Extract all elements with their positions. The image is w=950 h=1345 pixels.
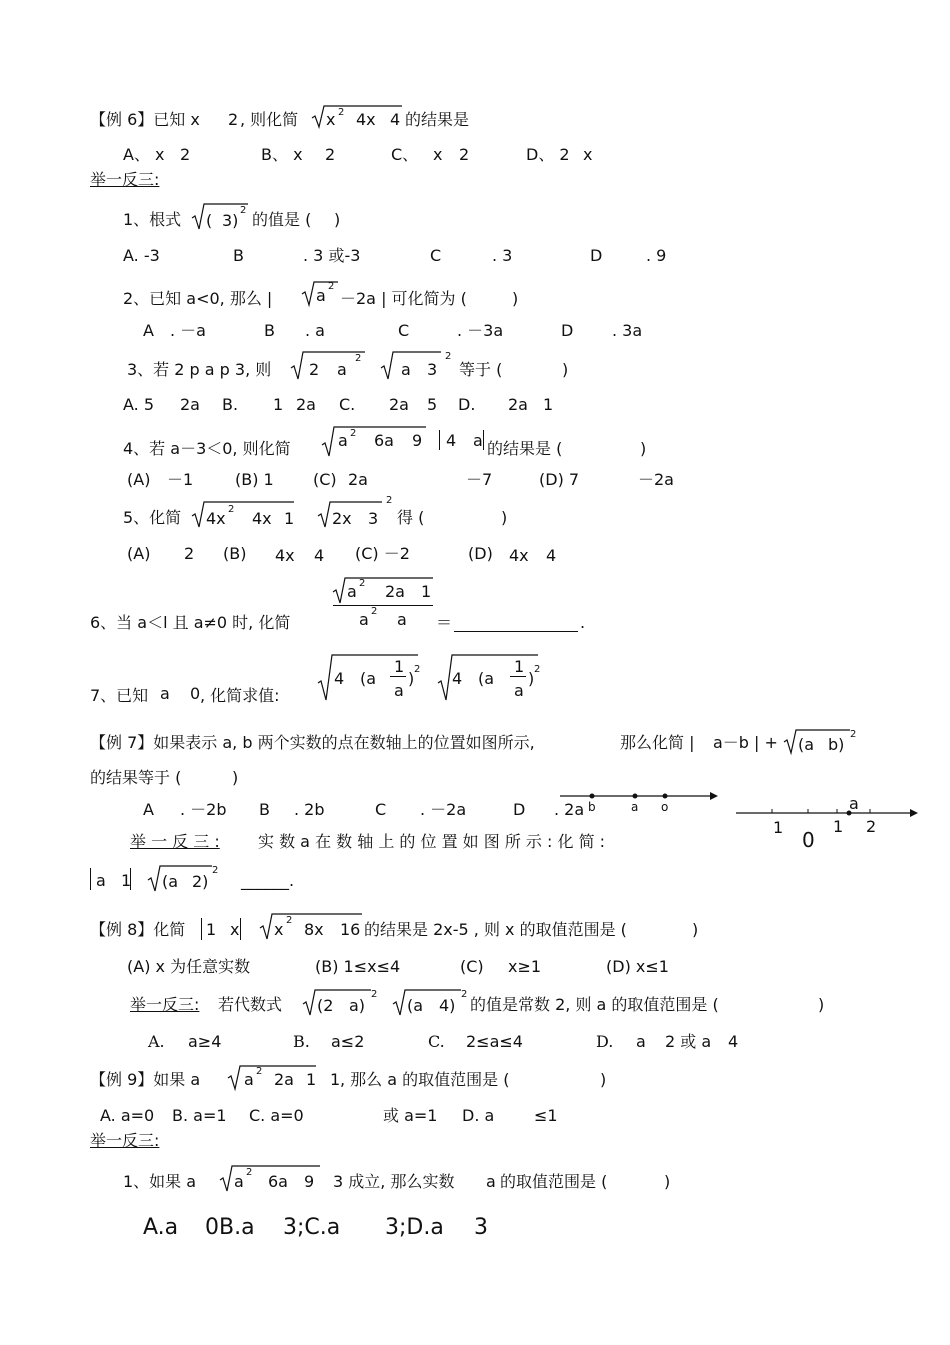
- rad-term: 2: [309, 360, 320, 379]
- number-line-label-a: a: [631, 800, 639, 814]
- example-7-line2: 的结果等于 (: [90, 768, 182, 787]
- jyfs3-option-a-val: a≥4: [188, 1032, 222, 1051]
- rad-term: (a: [798, 735, 815, 754]
- q2-option-c-val: . －3a: [457, 321, 504, 340]
- frac-den: a: [514, 681, 524, 700]
- frac-num: 1: [514, 657, 525, 676]
- radical-jyfs3-2: [393, 988, 471, 1016]
- abs-right-bar: [483, 430, 484, 450]
- jyfs3-option-d-a: a: [636, 1032, 646, 1051]
- ex8-abs-2: x: [230, 920, 240, 939]
- abs-left-bar: [439, 430, 440, 450]
- rad-exp: 2: [850, 729, 857, 740]
- radical-q3-1: [291, 350, 365, 380]
- radical-q4: [322, 425, 426, 457]
- frac-den: a: [394, 681, 404, 700]
- q7-zero: 0: [190, 684, 201, 703]
- rad-term-2: 3): [222, 211, 239, 230]
- rad-term-2: b): [828, 735, 845, 754]
- example-9-tail: , 那么 a 的取值范围是 (: [340, 1070, 510, 1089]
- rad-exp: 2: [355, 353, 362, 364]
- q2-option-d-val: . 3a: [612, 321, 643, 340]
- q5-option-b-1: 4x: [275, 546, 295, 565]
- example-7-mid2: a－b | +: [713, 733, 778, 752]
- q1-option-a: A. -3: [123, 246, 160, 265]
- radical-q5-2: [318, 495, 396, 528]
- rad-term-2: 6a: [374, 431, 394, 450]
- rad-exp: 2: [359, 578, 366, 589]
- q2-option-a: A: [143, 321, 154, 340]
- rad-term-3: 9: [412, 431, 423, 450]
- jyfs2-abs: a: [96, 871, 106, 890]
- number-line-label-o: o: [661, 800, 669, 814]
- q9b-option-d-val: 3: [474, 1215, 488, 1240]
- rad-term-3: 1: [306, 1070, 317, 1089]
- number-line-label-b: b: [588, 800, 596, 814]
- q1-option-c-val: . 3: [492, 246, 513, 265]
- number-line-tick-0: 0: [802, 828, 815, 852]
- ex9-option-d-val: ≤1: [534, 1106, 558, 1125]
- q2-option-a-val: . －a: [170, 321, 206, 340]
- rad-term-2: 4): [439, 996, 456, 1015]
- example-7-head: 【例 7】如果表示 a, b 两个实数的点在数轴上的位置如图所示,: [90, 733, 535, 752]
- jyfs3-option-c-val: 2≤a≤4: [466, 1032, 523, 1051]
- rad-term: (a: [407, 996, 424, 1015]
- q9b-option-d: 3;D.a: [385, 1215, 444, 1240]
- q1-option-c: C: [430, 246, 442, 265]
- jyfs2-body: 实 数 a 在 数 轴 上 的 位 置 如 图 所 示 : 化 简 :: [258, 832, 606, 851]
- q1-option-d: D: [590, 246, 603, 265]
- q3-option-b-2: 2a: [296, 395, 316, 414]
- rad-exp: 2: [256, 1066, 263, 1077]
- q9b-option-c: 3;C.a: [283, 1215, 341, 1240]
- rad-exp: 2: [228, 504, 235, 515]
- q2-option-d: D: [561, 321, 574, 340]
- rad-term: x: [274, 920, 284, 939]
- radical-q6-numerator: [333, 576, 433, 604]
- ex9-option-d: D. a: [462, 1106, 495, 1125]
- ex6-option-a: A、 x: [123, 145, 165, 164]
- rad-term-2: 4x: [252, 509, 272, 528]
- ex7-option-d: D: [513, 800, 526, 819]
- ex6-option-b: B、 x: [261, 145, 303, 164]
- jyfs3-option-d-val2: 4: [728, 1032, 739, 1051]
- rad-exp: 2: [350, 428, 357, 439]
- example-9-head: 【例 9】如果 a: [90, 1070, 201, 1089]
- rad-term-2: 3: [368, 509, 379, 528]
- q6-text: 6、当 a＜l 且 a≠0 时, 化简: [90, 613, 291, 632]
- ex7-option-b: B: [259, 800, 270, 819]
- jyfs-heading-4: 举一反三:: [90, 1131, 160, 1150]
- jyfs3-option-b-val: a≤2: [331, 1032, 365, 1051]
- radical-ex8: [260, 912, 364, 940]
- rad-term-2: 4x: [356, 110, 376, 129]
- radical-q2: [302, 280, 338, 306]
- q5-option-d: (D): [468, 544, 493, 563]
- number-line-a: [736, 803, 920, 823]
- example-6-cond: 2: [228, 110, 239, 129]
- ex6-option-a-val: 2: [180, 145, 191, 164]
- rad-exp: 2: [414, 664, 421, 675]
- q5-option-c: (C) －2: [355, 544, 410, 563]
- rad-term-3: 9: [304, 1172, 315, 1191]
- q5-option-b: (B): [223, 544, 247, 563]
- q1-option-d-val: . 9: [646, 246, 667, 265]
- rad-term-3: 1: [421, 582, 432, 601]
- rad-exp: 2: [246, 1167, 253, 1178]
- q3-option-c-1: 2a: [389, 395, 409, 414]
- rad-term-2: a: [337, 360, 347, 379]
- q4-option-c: (C): [313, 470, 337, 489]
- rad-term: 4: [334, 669, 345, 688]
- rad-term-2: 2): [192, 872, 209, 891]
- q9b-option-b: 0B.a: [205, 1215, 255, 1240]
- q6-den-exp: 2: [371, 606, 378, 617]
- q5-option-a: (A): [127, 544, 151, 563]
- jyfs3-text: 若代数式: [218, 995, 283, 1014]
- q3-option-d-1: 2a: [508, 395, 528, 414]
- q9b-three: 3 成立, 那么实数: [333, 1172, 455, 1191]
- q3-option-c-2: 5: [427, 395, 438, 414]
- number-line-tick-2: 2: [866, 817, 877, 836]
- q9b-option-a: A.a: [143, 1215, 179, 1240]
- abs-left-bar: [90, 868, 91, 890]
- rad-term-3: 1: [284, 509, 295, 528]
- jyfs3-option-c: C.: [428, 1032, 445, 1051]
- fraction-bar: [510, 676, 526, 677]
- q1-close: ): [334, 210, 341, 229]
- q6-end: .: [580, 613, 586, 632]
- rad-term: (2: [317, 996, 334, 1015]
- q5-tail: 得 (: [397, 508, 425, 527]
- q4-option-d: (D) 7: [539, 470, 580, 489]
- number-line-point-a: a: [849, 794, 859, 813]
- q5-close: ): [501, 508, 508, 527]
- rad-exp: 2: [212, 865, 219, 876]
- abs-left-bar: [201, 918, 202, 940]
- ex8-option-b: (B) 1≤x≤4: [315, 957, 401, 976]
- ex9-option-a: A. a=0: [100, 1106, 155, 1125]
- rad-term: x: [326, 110, 336, 129]
- ex9-one: 1: [330, 1070, 341, 1089]
- number-line-ab: [560, 785, 720, 815]
- q4-option-c-2: －7: [466, 470, 493, 489]
- q4-close: ): [640, 439, 647, 458]
- ex6-option-d-val: x: [583, 145, 593, 164]
- q3-option-a-val: 2a: [180, 395, 200, 414]
- rad-exp: 2: [338, 107, 345, 118]
- q4-tail: 的结果是 (: [487, 439, 563, 458]
- rad-term-3: 4: [390, 110, 401, 129]
- jyfs2-abs-2: 1: [121, 871, 132, 890]
- q4-text: 4、若 a－3＜0, 则化简: [123, 439, 291, 458]
- ex9-option-b: B. a=1: [172, 1106, 227, 1125]
- rad-term: a: [401, 360, 411, 379]
- q7-a: a: [160, 684, 170, 703]
- ex7-option-a: A: [143, 800, 154, 819]
- q4-option-d-2: －2a: [638, 470, 674, 489]
- rad-term-2: 2a: [385, 582, 405, 601]
- ex8-option-c: (C): [460, 957, 484, 976]
- q9b-tail: 的取值范围是 (: [500, 1172, 608, 1191]
- q2-option-b: B: [264, 321, 275, 340]
- q9b-text: 1、如果 a: [123, 1172, 197, 1191]
- ex7-option-d-val: . 2a: [554, 800, 585, 819]
- rad-term: a: [338, 431, 348, 450]
- q7-tail: , 化简求值:: [200, 686, 280, 705]
- rad-term: a: [234, 1172, 244, 1191]
- rad-term-2: 8x: [304, 920, 324, 939]
- fraction-bar: [333, 605, 433, 606]
- abs-right-bar: [240, 918, 241, 940]
- example-8-head: 【例 8】化简: [90, 920, 186, 939]
- rad-term: (: [206, 211, 213, 230]
- radical-q3-2: [381, 350, 457, 380]
- jyfs-heading-1: 举一反三:: [90, 170, 160, 189]
- q1-option-b-val: . 3 或-3: [303, 246, 361, 265]
- radical-q5-1: [192, 500, 294, 528]
- rad-exp: 2: [240, 205, 247, 216]
- ex9-option-c-2: 或 a=1: [383, 1106, 438, 1125]
- ex8-abs: 1: [206, 920, 217, 939]
- q5-option-d-1: 4x: [509, 546, 529, 565]
- ex6-option-c: C、: [391, 145, 419, 164]
- example-8-close: ): [692, 920, 699, 939]
- example-7-mid: 那么化简 |: [620, 733, 695, 752]
- radical-x2-4x-4: [312, 104, 402, 128]
- rad-term: a: [316, 286, 326, 305]
- q4-abs-2: a: [473, 431, 483, 450]
- ex7-option-c-val: . －2a: [420, 800, 467, 819]
- rad-exp: 2: [534, 664, 541, 675]
- example-9-close: ): [600, 1070, 607, 1089]
- ex7-option-c: C: [375, 800, 387, 819]
- q1-tail: 的值是 (: [252, 210, 312, 229]
- q3-option-b-1: 1: [273, 395, 284, 414]
- radical-q7-2: [438, 653, 546, 701]
- rad-term-3: ): [528, 669, 535, 688]
- q7-text: 7、已知: [90, 686, 149, 705]
- radical-ex9: [228, 1064, 318, 1090]
- rad-exp: 2: [286, 915, 293, 926]
- q3-close: ): [562, 360, 569, 379]
- q4-option-c-val: 2a: [348, 470, 368, 489]
- ex7-option-a-val: . －2b: [180, 800, 227, 819]
- radical-ex7: [784, 728, 856, 754]
- q3-option-d: D.: [458, 395, 476, 414]
- q6-den: a: [359, 610, 369, 629]
- q2-option-c: C: [398, 321, 410, 340]
- rad-term-2: (a: [478, 669, 495, 688]
- q4-option-a: (A): [127, 470, 151, 489]
- q3-option-b: B.: [222, 395, 239, 414]
- q9b-close: ): [664, 1172, 671, 1191]
- jyfs3-option-a: A.: [148, 1032, 165, 1051]
- number-line-tick-1b: 1: [833, 817, 844, 836]
- q1-option-b: B: [233, 246, 244, 265]
- ex7-option-b-val: . 2b: [294, 800, 325, 819]
- example-7-close: ): [232, 768, 239, 787]
- ex6-option-c-val: 2: [459, 145, 470, 164]
- jyfs3-option-d-val: 2 或 a: [665, 1032, 712, 1051]
- q4-option-a-val: －1: [167, 470, 194, 489]
- q3-text: 3、若 2 p a p 3, 则: [127, 360, 272, 379]
- abs-right-bar: [130, 868, 131, 890]
- q3-option-d-2: 1: [543, 395, 554, 414]
- q6-answer-blank[interactable]: [454, 615, 578, 632]
- rad-term-2: 2a: [274, 1070, 294, 1089]
- q3-option-c: C.: [339, 395, 356, 414]
- ex6-option-d: D、 2: [526, 145, 570, 164]
- rad-term: 4x: [206, 509, 226, 528]
- q9b-a: a: [486, 1172, 496, 1191]
- rad-exp: 2: [461, 989, 468, 1000]
- radical-jyfs2: [148, 864, 220, 892]
- example-6-head: 【例 6】已知 x: [90, 110, 200, 129]
- rad-term-2: 6a: [268, 1172, 288, 1191]
- radical-q7-1: [318, 653, 426, 701]
- ex8-option-c-val: x≥1: [508, 957, 542, 976]
- jyfs3-option-b: B.: [293, 1032, 310, 1051]
- ex6-option-c-x: x: [433, 145, 443, 164]
- example-6-mid: , 则化简: [240, 110, 299, 129]
- rad-exp: 2: [328, 281, 335, 292]
- example-6-tail: 的结果是: [405, 110, 470, 129]
- rad-term: 4: [452, 669, 463, 688]
- rad-exp: 2: [386, 495, 393, 506]
- ex8-option-a: (A) x 为任意实数: [127, 957, 251, 976]
- q2-tail: －2a | 可化简为 (: [340, 289, 467, 308]
- radical-q9b: [220, 1164, 324, 1192]
- jyfs3-option-d: D.: [596, 1032, 614, 1051]
- q3-option-a: A. 5: [123, 395, 155, 414]
- q5-option-a-val: 2: [184, 544, 195, 563]
- frac-num: 1: [394, 657, 405, 676]
- rad-term: a: [244, 1070, 254, 1089]
- rad-term-2: 3: [427, 360, 438, 379]
- q5-option-d-2: 4: [546, 546, 557, 565]
- q2-close: ): [512, 289, 519, 308]
- jyfs-heading-3: 举一反三:: [130, 995, 200, 1014]
- q1-text: 1、根式: [123, 210, 182, 229]
- ex9-option-c: C. a=0: [249, 1106, 304, 1125]
- rad-term: 2x: [332, 509, 352, 528]
- q4-option-b: (B) 1: [235, 470, 274, 489]
- q6-equals: ＝: [436, 613, 453, 632]
- ex8-option-d: (D) x≤1: [606, 957, 669, 976]
- jyfs2-blank[interactable]: ______.: [241, 871, 295, 890]
- q3-tail: 等于 (: [459, 360, 503, 379]
- q2-text: 2、已知 a<0, 那么 |: [123, 289, 273, 308]
- fraction-bar: [390, 676, 406, 677]
- rad-exp: 2: [445, 351, 452, 362]
- q5-text: 5、化简: [123, 508, 182, 527]
- q4-abs-1: 4: [446, 431, 457, 450]
- rad-exp: 2: [371, 989, 378, 1000]
- jyfs-heading-2: 举 一 反 三 :: [130, 832, 220, 851]
- q6-den-2: a: [397, 610, 407, 629]
- ex6-option-b-val: 2: [325, 145, 336, 164]
- jyfs3-tail: 的值是常数 2, 则 a 的取值范围是 (: [470, 995, 719, 1014]
- radical-q1: [192, 202, 248, 230]
- q5-option-b-2: 4: [314, 546, 325, 565]
- rad-term-3: 16: [340, 920, 361, 939]
- rad-term: a: [347, 582, 357, 601]
- rad-term-2: (a: [360, 669, 377, 688]
- rad-term-2: a): [349, 996, 366, 1015]
- jyfs3-close: ): [818, 995, 825, 1014]
- radical-jyfs3-1: [303, 988, 381, 1016]
- rad-term: (a: [162, 872, 179, 891]
- example-8-tail: 的结果是 2x-5 , 则 x 的取值范围是 (: [364, 920, 627, 939]
- q2-option-b-val: . a: [305, 321, 325, 340]
- rad-term-3: ): [408, 669, 415, 688]
- number-line-tick-1: 1: [773, 818, 784, 837]
